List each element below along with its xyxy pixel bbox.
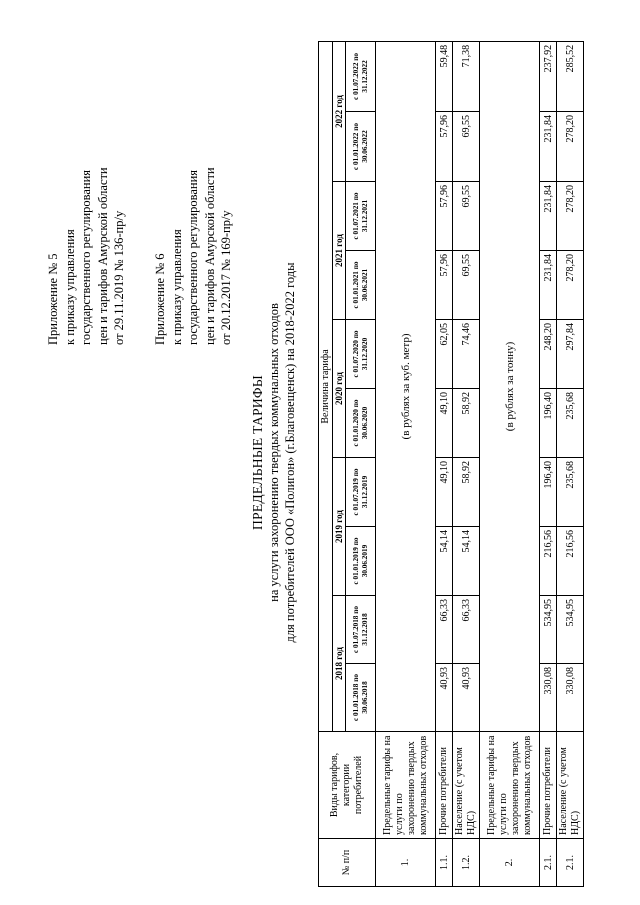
header-year: 2021 год [333,182,346,320]
annex-line: цен и тарифов Амурской области [95,167,110,345]
header-tariff-value: Величина тарифа [319,41,333,731]
table-row [557,41,584,886]
tariff-value: 40,93 [436,664,453,732]
header-period: с 01.07.2020 по 31.12.2020 [346,320,376,389]
group-number: 2. [480,839,540,887]
group-label: Предельные тарифы на услуги по захоронению твердых коммунальных отходов [376,732,436,839]
tariff-value: 69,55 [453,251,480,320]
tariff-value: 54,14 [436,527,453,596]
tariff-value: 58,92 [453,389,480,458]
header-year: 2019 год [333,458,346,596]
group-unit: (в рублях за куб. метр) [376,41,436,731]
table-row [540,41,557,886]
tariff-value: 297,84 [557,320,584,389]
row-label: Население (с учетом НДС) [557,732,584,839]
header-period: с 01.07.2019 по 31.12.2019 [346,458,376,527]
tariff-value: 237,92 [540,41,557,111]
group-unit: (в рублях за тонну) [480,41,540,731]
tariff-value: 57,96 [436,182,453,251]
row-label: Прочие потребители [540,732,557,839]
header-period: с 01.01.2018 по 30.06.2018 [346,664,376,732]
annex-line: к приказу управления [169,229,184,345]
tariff-value: 74,46 [453,320,480,389]
annex-line: Приложение № 5 [46,253,60,345]
tariff-value: 231,84 [540,182,557,251]
header-year: 2018 год [333,596,346,732]
tariff-value: 534,95 [540,596,557,664]
tariff-value: 196,40 [540,389,557,458]
table-row [453,41,480,886]
header-year: 2022 год [333,41,346,181]
annex-5-reference [45,45,128,345]
tariff-value: 534,95 [557,596,584,664]
document-subtitle: на услуги захоронению твердых коммунальных отходов [267,303,281,602]
header-number: № п/п [319,839,376,887]
tariff-value: 69,55 [453,182,480,251]
tariff-value: 285,52 [557,41,584,111]
group-number: 1. [376,839,436,887]
row-label: Прочие потребители [436,732,453,839]
tariff-value: 235,68 [557,458,584,527]
group-label: Предельные тарифы на услуги по захоронению твердых коммунальных отходов [480,732,540,839]
header-period: с 01.07.2018 по 31.12.2018 [346,596,376,664]
tariff-value: 57,96 [436,112,453,182]
tariff-value: 66,33 [453,596,480,664]
group-row [376,41,436,886]
annex-line: государственного регулирования [186,169,200,345]
row-number: 1.2. [453,839,480,887]
row-number: 2.1. [540,839,557,887]
tariff-value: 216,56 [540,527,557,596]
tariff-value: 278,20 [557,112,584,182]
header-period: с 01.07.2021 по 31.12.2021 [346,182,376,251]
tariff-value: 330,08 [540,664,557,732]
group-row [480,41,540,886]
annex-6-reference [152,45,235,345]
tariff-value: 278,20 [557,182,584,251]
tariff-value: 216,56 [557,527,584,596]
row-number: 1.1. [436,839,453,887]
document-title: ПРЕДЕЛЬНЫЕ ТАРИФЫ [250,375,265,530]
header-period: с 01.01.2019 по 30.06.2019 [346,527,376,596]
tariff-table [318,41,584,887]
header-period: с 01.01.2020 по 30.06.2020 [346,389,376,458]
header-tariff-type: Виды тарифов, категории потребителей [319,732,376,839]
tariff-value: 49,10 [436,389,453,458]
header-period: с 01.01.2021 по 30.06.2021 [346,251,376,320]
tariff-value: 66,33 [436,596,453,664]
tariff-value: 231,84 [540,251,557,320]
tariff-value: 49,10 [436,458,453,527]
tariff-value: 69,55 [453,112,480,182]
annex-line: к приказу управления [62,229,77,345]
tariff-value: 235,68 [557,389,584,458]
tariff-value: 58,92 [453,458,480,527]
tariff-value: 196,40 [540,458,557,527]
header-year: 2020 год [333,320,346,458]
tariff-value: 330,08 [557,664,584,732]
tariff-value: 57,96 [436,251,453,320]
header-period: с 01.07.2022 по 31.12.2022 [346,41,376,111]
tariff-value: 248,20 [540,320,557,389]
annex-line: государственного регулирования [79,169,93,345]
document-subtitle-2: для потребителей ООО «Полигон» (г.Благовещенск) на 2018-2022 годы [283,262,297,643]
tariff-value: 71,38 [453,41,480,111]
annex-line: цен и тарифов Амурской области [202,167,217,345]
tariff-value: 231,84 [540,112,557,182]
row-label: Население (с учетом НДС) [453,732,480,839]
annex-line: от 20.12.2017 № 169-пр/у [219,210,233,345]
tariff-value: 62,05 [436,320,453,389]
header-period: с 01.01.2022 по 30.06.2022 [346,112,376,182]
tariff-value: 40,93 [453,664,480,732]
table-row [436,41,453,886]
annex-line: Приложение № 6 [153,253,167,345]
annex-line: от 29.11.2019 № 136-пр/у [112,210,126,345]
tariff-value: 278,20 [557,251,584,320]
row-number: 2.1. [557,839,584,887]
tariff-value: 59,48 [436,41,453,111]
tariff-value: 54,14 [453,527,480,596]
